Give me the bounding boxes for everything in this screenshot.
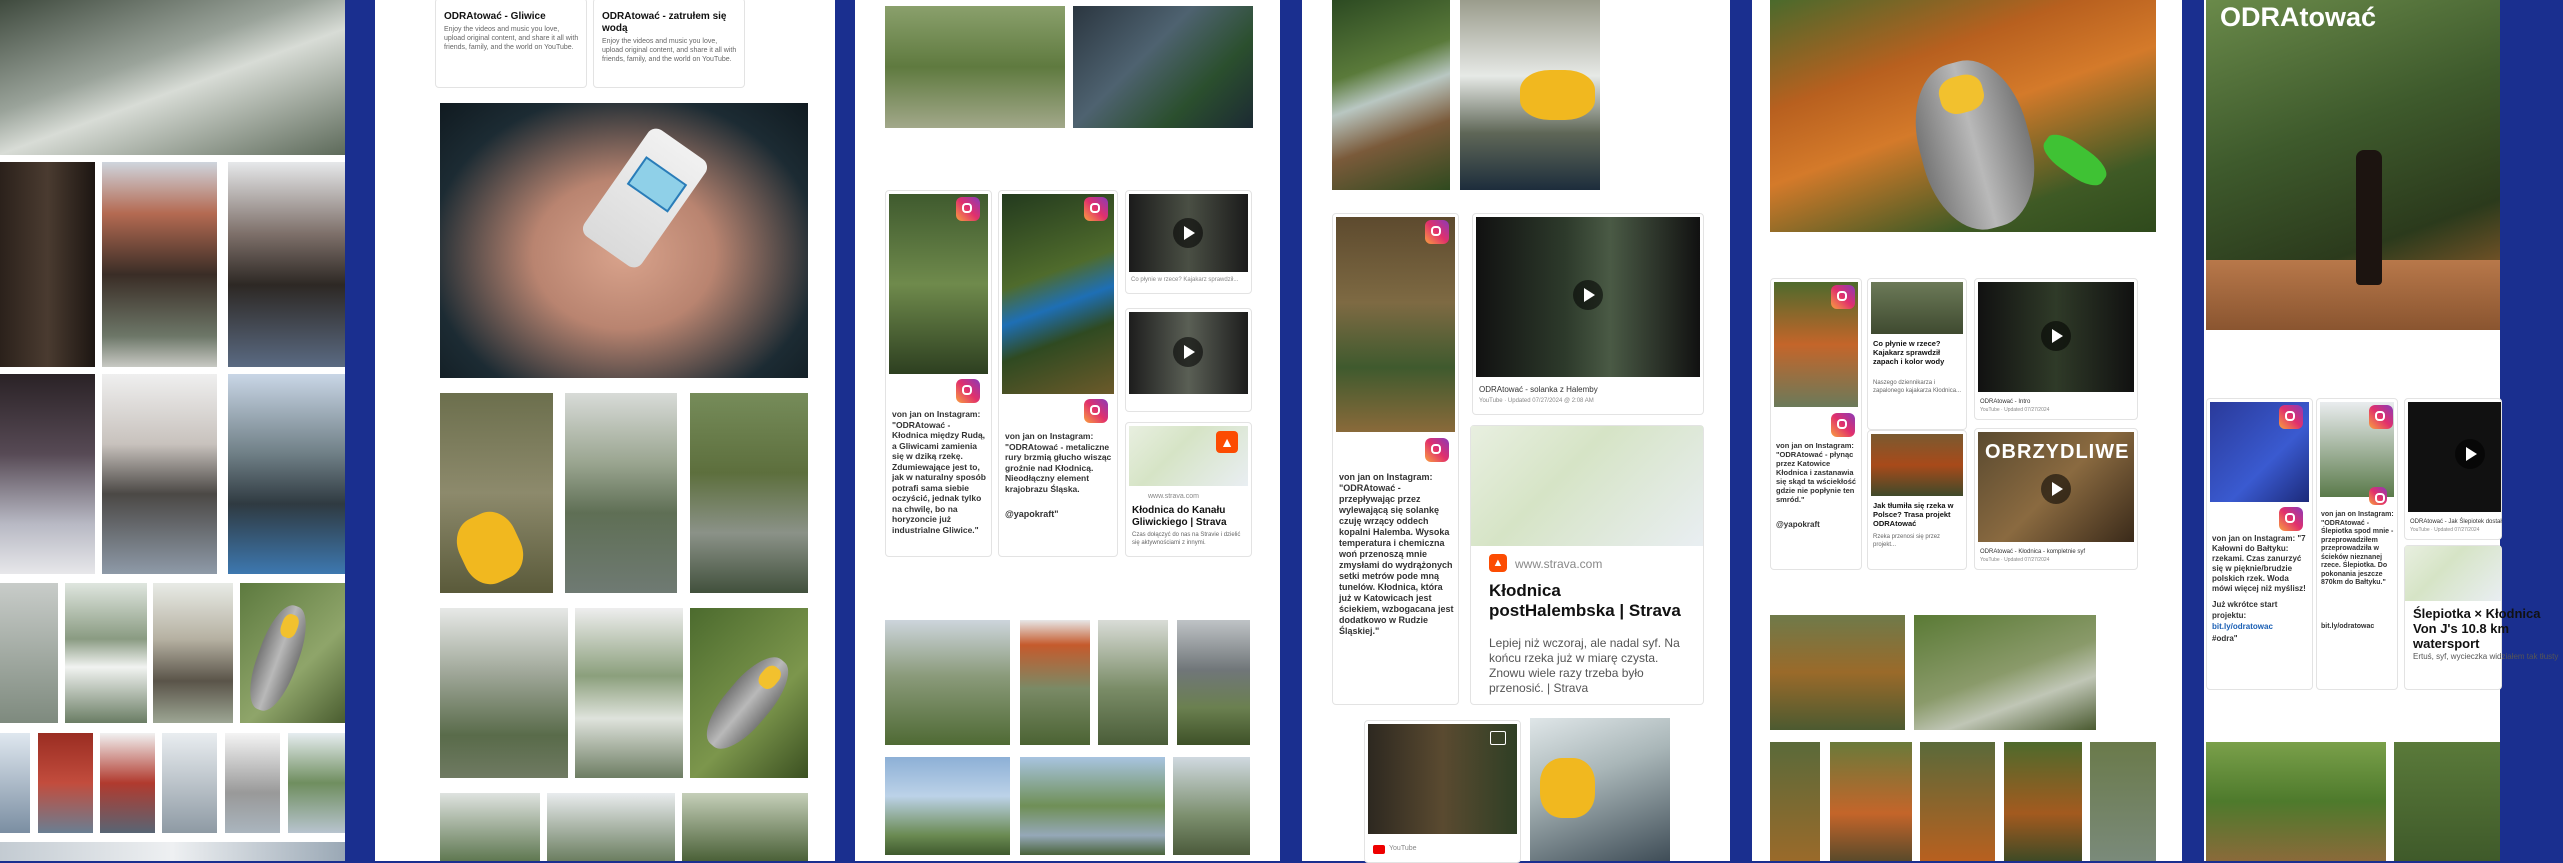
wine-bottle — [2356, 150, 2382, 285]
post-handle: @yapokraft" — [1005, 509, 1059, 519]
photo-kayak-weeds[interactable] — [690, 608, 808, 778]
card-title: ODRAtować - zatrułem się wodą — [602, 11, 727, 34]
photo-industrial-lock[interactable] — [0, 374, 95, 574]
photo-kayak-waterfall[interactable] — [1460, 0, 1600, 190]
card-title: ODRAtować - Gliwice — [444, 11, 546, 22]
article-image — [1871, 434, 1963, 496]
strava-embed-halemba[interactable] — [1470, 425, 1704, 705]
youtube-card-zatrulem[interactable] — [593, 0, 745, 88]
video-meta: YouTube · Updated 07/27/2024 — [1980, 407, 2050, 413]
photo-odratowac-banner[interactable] — [2206, 0, 2500, 330]
video-meta: YouTube · Updated 07/27/2024 — [2410, 527, 2480, 533]
board-column-4 — [1302, 0, 1730, 861]
yellow-kayak — [1540, 758, 1595, 818]
strava-embed-slepiotka[interactable] — [2404, 545, 2559, 690]
photo-canal-1[interactable] — [0, 733, 30, 833]
column-divider — [835, 0, 855, 861]
youtube-embed-small[interactable] — [1364, 720, 1521, 863]
route-map — [2405, 546, 2501, 601]
post-cta: Już wkrótce start projektu: — [2212, 600, 2278, 620]
photo-canal-5[interactable] — [225, 733, 280, 833]
photo-stream-3[interactable] — [1920, 742, 1995, 861]
route-map — [1471, 426, 1703, 546]
photo-trees-3[interactable] — [682, 793, 808, 861]
article-body: Rzeka przenosi się przez projekt... — [1873, 534, 1941, 548]
kayak-shape — [240, 599, 315, 716]
play-icon[interactable] — [2041, 321, 2071, 351]
strava-desc: Lepiej niż wczoraj, ale nadal syf. Na końcu rzeka już w miarę czysta. Znowu wiele razy trzeba było przenosić. | Strava — [1489, 636, 1680, 695]
video-title: ODRAtować - Kłodnica - kompletnie syf — [1980, 549, 2086, 555]
instagram-embed-slepiotka[interactable] — [2316, 398, 2398, 690]
board-column-1 — [0, 0, 345, 861]
video-title: ODRAtować - Intro — [1980, 399, 2031, 405]
card-body: Enjoy the videos and music you love, upload original content, and share it all with friends, family, and the world on YouTube. — [602, 38, 737, 63]
strava-embed-1[interactable] — [1125, 422, 1252, 557]
photo-power-lines[interactable] — [440, 608, 568, 778]
play-icon[interactable] — [2455, 439, 2485, 469]
photo-sky-trees[interactable] — [885, 757, 1010, 855]
photo-kayak-brook[interactable] — [1770, 615, 1905, 730]
board-column-3 — [855, 0, 1280, 861]
post-image — [889, 194, 988, 374]
kayak-shape — [1900, 49, 2050, 242]
kayak-shape — [695, 646, 800, 759]
video-caption: Co płynie w rzece? Kajakarz sprawdził... — [1131, 277, 1239, 283]
instagram-icon — [1084, 399, 1108, 423]
photo-pipe-river[interactable] — [690, 393, 808, 593]
post-handle: @yapokraft — [1776, 520, 1820, 529]
logo-text: ODRAtować — [2220, 2, 2377, 32]
youtube-embed-intro[interactable] — [1974, 278, 2138, 420]
youtube-label: YouTube — [1389, 845, 1417, 852]
play-icon[interactable] — [1173, 337, 1203, 367]
photo-bridge-river[interactable] — [565, 393, 677, 593]
youtube-embed-1[interactable] — [1125, 190, 1252, 294]
post-link[interactable]: bit.ly/odratowac — [2321, 623, 2375, 630]
water-meter-device — [579, 125, 711, 272]
post-caption: von jan on Instagram: "7 Kałowni do Bałtyku: rzekami. Czas zanurzyć się w pięknie/brudzie polskich rzek. Woda mówi więcej niż myślisz! — [2212, 534, 2306, 593]
photo-river-stream[interactable] — [65, 583, 147, 723]
photo-kayak-orange-river[interactable] — [1770, 0, 2156, 232]
article-title: Jak tłumiła się rzeka w Polsce? Trasa projekt ODRAtować — [1873, 501, 1954, 528]
photo-river-wide[interactable] — [1020, 757, 1165, 855]
photo-kayak-rapids[interactable] — [1530, 718, 1670, 861]
photo-kayak-river[interactable] — [0, 0, 345, 155]
youtube-embed-2[interactable] — [1125, 308, 1252, 412]
photo-overpass[interactable] — [1177, 620, 1250, 745]
article-title: Co płynie w rzece? Kajakarz sprawdził zapach i kolor wody — [1873, 339, 1945, 366]
strava-desc: Czas dołączyć do nas na Stravie i dzielić się aktywnościami z innymi. — [1132, 532, 1241, 546]
green-paddle — [2038, 128, 2113, 193]
yellow-kayak — [1520, 70, 1595, 120]
instagram-embed-1[interactable] — [885, 190, 992, 557]
photo-kayak-lock[interactable] — [228, 374, 345, 574]
photo-canal-4[interactable] — [162, 733, 217, 833]
instagram-icon — [2369, 487, 2387, 505]
photo-shore[interactable] — [1173, 757, 1250, 855]
instagram-icon — [1425, 438, 1449, 462]
photo-lock-wall[interactable] — [0, 162, 95, 367]
strava-site: www.strava.com — [1515, 557, 1603, 571]
instagram-icon — [956, 379, 980, 403]
photo-lock-chamber[interactable] — [228, 162, 345, 367]
photo-stream-forest-2[interactable] — [2394, 742, 2500, 861]
photo-river-reflection[interactable] — [153, 583, 233, 723]
board-column-2 — [375, 0, 835, 861]
column-divider — [1730, 0, 1752, 861]
column-divider — [2182, 0, 2204, 861]
video-meta: YouTube · Updated 07/27/2024 @ 2:08 AM — [1479, 398, 1594, 404]
wooden-deck — [2206, 260, 2500, 330]
instagram-icon — [1084, 197, 1108, 221]
post-image — [1002, 194, 1114, 394]
photo-river-grass[interactable] — [0, 583, 58, 723]
instagram-icon — [1831, 413, 1855, 437]
instagram-icon — [1831, 285, 1855, 309]
post-caption: von jan on Instagram: "ODRAtować - Kłodnica między Rudą, a Gliwicami zamienia się w dziką rzekę. Zdumiewające jest to, jak w naturalny sposób potrafi sama siebie oczyścić, jednak tylko na chwilę, bo na horyzoncie już industrialne Gliwice." — [892, 409, 986, 535]
photo-stream-5[interactable] — [2090, 742, 2156, 861]
instagram-icon — [956, 197, 980, 221]
instagram-icon — [2279, 507, 2303, 531]
instagram-embed-baltyk[interactable] — [2206, 398, 2313, 690]
youtube-embed-slepiotka[interactable] — [2404, 398, 2502, 540]
strava-icon: ▲ — [1216, 431, 1238, 453]
photo-stream-1[interactable] — [1770, 742, 1820, 861]
photo-canal-3[interactable] — [100, 733, 155, 833]
youtube-icon — [1373, 845, 1385, 854]
photo-boot-tarp[interactable] — [1073, 6, 1253, 128]
video-title: ODRAtować - Jak Ślepiotek dostał — [2410, 519, 2502, 525]
photo-kayak-bank[interactable] — [1914, 615, 2096, 730]
photo-canal-7[interactable] — [0, 842, 345, 861]
post-caption: von jan on Instagram: "ODRAtować - płynąc przez Katowice Kłodnica i zastanawia się skąd ta wściekłość gdzie nie popłynie ten smród." — [1776, 441, 1857, 504]
photo-stream-forest-1[interactable] — [2206, 742, 2386, 861]
article-card-zapach[interactable] — [1867, 278, 1967, 430]
play-icon[interactable] — [2041, 474, 2071, 504]
strava-icon: ▲ — [1489, 554, 1507, 572]
strava-title: Kłodnica postHalembska | Strava — [1489, 581, 1681, 620]
strava-title: Ślepiotka × Kłodnica Von J's 10.8 km watersport — [2413, 606, 2541, 651]
post-caption: von jan on Instagram: "ODRAtować - metaliczne rury brzmią głucho wisząc groźnie nad Kłodnicą. Nieodłączny element krajobrazu Śląska. — [1005, 431, 1112, 494]
photo-canal-6[interactable] — [288, 733, 345, 833]
strava-desc: Ertuś, syf, wycieczka widziałem tak tłusty — [2413, 652, 2559, 661]
video-meta: YouTube · Updated 07/27/2024 — [1980, 557, 2050, 563]
instagram-icon — [2279, 405, 2303, 429]
play-icon[interactable] — [1173, 218, 1203, 248]
photo-canal-2[interactable] — [38, 733, 93, 833]
photo-stream-4[interactable] — [2004, 742, 2082, 861]
board-column-5 — [1752, 0, 2182, 861]
photo-waterfall-aerial[interactable] — [1332, 0, 1450, 190]
play-icon[interactable] — [1573, 280, 1603, 310]
column-divider — [1280, 0, 1302, 861]
video-title: ODRAtować - solanka z Halemby — [1479, 385, 1598, 394]
column-divider — [345, 0, 375, 861]
instagram-icon — [1425, 220, 1449, 244]
board-column-6 — [2204, 0, 2559, 861]
photo-trash-kayak[interactable] — [440, 393, 553, 593]
youtube-embed-obrzydliwe[interactable] — [1974, 428, 2138, 570]
instagram-embed-halemba[interactable] — [1332, 213, 1459, 705]
photo-stream-2[interactable] — [1830, 742, 1912, 861]
photo-trees-1[interactable] — [440, 793, 540, 861]
photo-highway-bridge[interactable] — [1020, 620, 1090, 745]
post-caption: von jan on Instagram: "ODRAtować - przepływając przez wylewającą się solankę czuję wrzący oddech kopalni Halemba. Wysoka temperatura i chemiczna woń przenoszą mnie zmysłami do wydrążonych setki metrów pode mną tunelów. Kłodnica, która już w Katowicach jest ściekiem, wzbogacana jest dodatkowo w Rudzie Śląskiej." — [1339, 472, 1454, 636]
instagram-embed-katowice[interactable] — [1770, 278, 1862, 570]
strava-site: www.strava.com — [1148, 493, 1199, 500]
photo-reeds-bridge[interactable] — [885, 620, 1010, 745]
post-caption: von jan on Instagram: "ODRAtować - Ślepiotka spod mnie - przeprowadziłem przeprowadziła w ścieków nieznanej rzece. Ślepiotka. Do pokonania jeszcze 870km do Bałtyku." — [2321, 511, 2394, 586]
thumbnail-label: OBRZYDLIWE — [1985, 441, 2130, 463]
photo-river-bank[interactable] — [1098, 620, 1168, 745]
photo-reeds[interactable] — [885, 6, 1065, 128]
photo-bridge-tunnel[interactable] — [102, 374, 217, 574]
article-body: Naszego dziennikarza i zapalonego kajakarza Kłodnica... — [1873, 380, 1962, 394]
instagram-embed-2[interactable] — [998, 190, 1118, 557]
post-image — [1336, 217, 1455, 432]
photo-trees-2[interactable] — [547, 793, 675, 861]
article-image — [1871, 282, 1963, 334]
post-tag: #odra" — [2212, 634, 2238, 643]
share-icon[interactable] — [1490, 731, 1506, 745]
post-link[interactable]: bit.ly/odratowac — [2212, 622, 2273, 631]
yellow-kayak — [448, 504, 532, 593]
article-card-trasa[interactable] — [1867, 430, 1967, 570]
photo-water-meter-hand[interactable] — [440, 103, 808, 378]
instagram-icon — [2369, 405, 2393, 429]
strava-title: Kłodnica do Kanału Gliwickiego | Strava — [1132, 505, 1227, 528]
card-body: Enjoy the videos and music you love, upload original content, and share it all with friends, family, and the world on YouTube. — [444, 26, 579, 51]
youtube-card-gliwice[interactable] — [435, 0, 587, 88]
photo-lock-gate[interactable] — [102, 162, 217, 367]
photo-weir[interactable] — [575, 608, 683, 778]
youtube-embed-halemba[interactable] — [1472, 213, 1704, 415]
photo-kayak-grass[interactable] — [240, 583, 345, 723]
